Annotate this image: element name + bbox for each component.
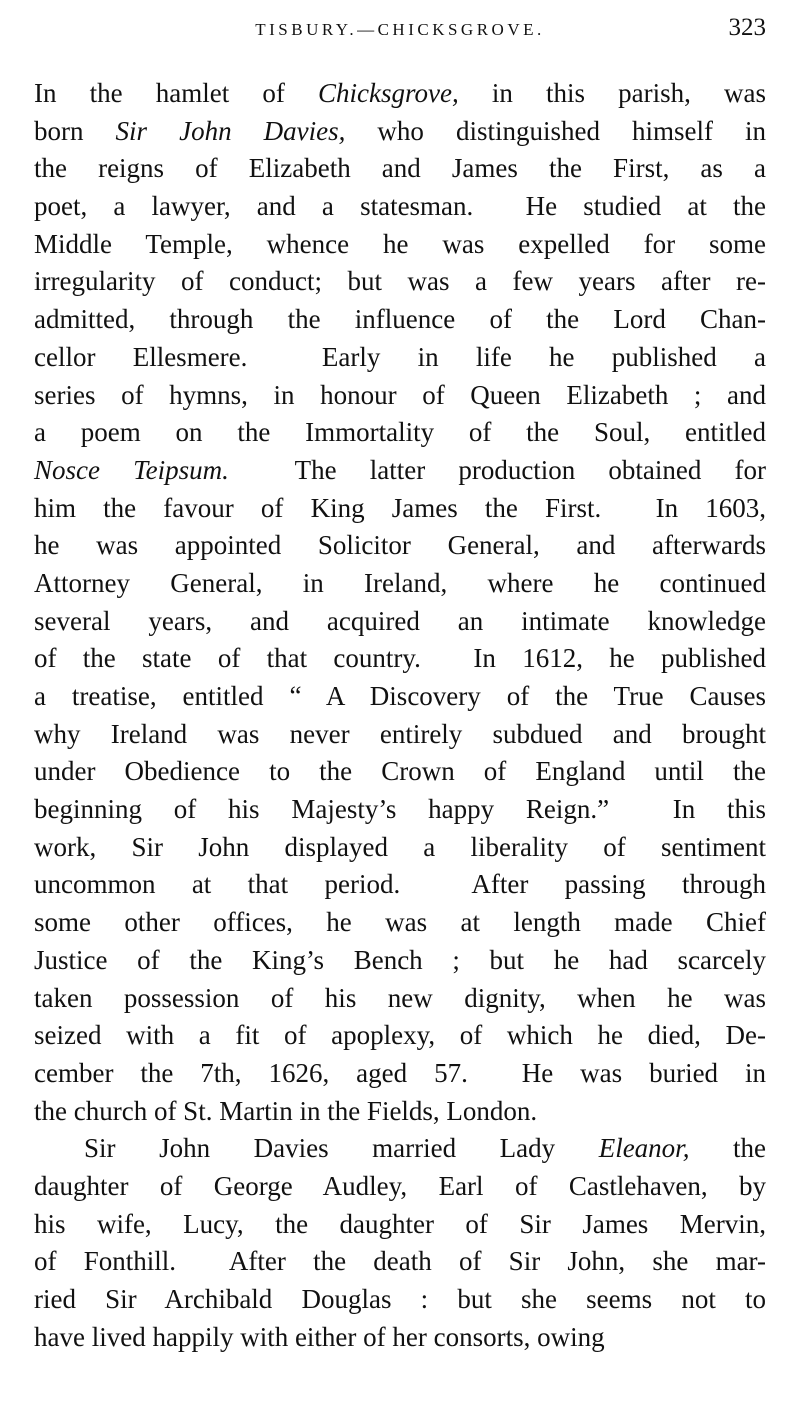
text-run: Middle Temple, whence he was expelled for some: [34, 228, 766, 259]
text-line: [34, 188, 766, 226]
text-line: [34, 716, 766, 754]
text-run: the reigns of Elizabeth and James the First, as a: [34, 153, 766, 184]
text-line: [34, 490, 766, 528]
text-run: of Fonthill. After the death of Sir John, she mar-: [34, 1246, 766, 1277]
text-run: series of hymns, in honour of Queen Elizabeth ; and: [34, 379, 766, 410]
text-line: [34, 1243, 766, 1281]
text-line: [34, 339, 766, 377]
text-run: of the state of that country. In 1612, he published: [34, 643, 766, 674]
text-run: him the favour of King James the First. In 1603,: [34, 492, 766, 523]
text-line: [34, 1093, 766, 1131]
text-line: [34, 263, 766, 301]
text-run: who distinguished himself in: [345, 115, 767, 146]
text-run: daughter of George Audley, Earl of Castlehaven, by: [34, 1170, 766, 1201]
text-line: [34, 1319, 766, 1357]
text-run: uncommon at that period. After passing through: [34, 869, 766, 900]
text-run: The latter production obtained for: [228, 454, 766, 485]
text-run: cellor Ellesmere. Early in life he published a: [34, 341, 766, 372]
text-run: taken possession of his new dignity, when he was: [34, 982, 766, 1013]
text-run: Sir John Davies married Lady: [84, 1133, 599, 1164]
text-run: he was appointed Solicitor General, and afterwards: [34, 530, 766, 561]
page-number: 323: [728, 14, 766, 41]
text-run: seized with a fit of apoplexy, of which he died, De-: [34, 1020, 766, 1051]
text-line: [34, 942, 766, 980]
text-line: [34, 301, 766, 339]
text-run: beginning of his Majesty’s happy Reign.” In this: [34, 794, 766, 825]
text-line: [34, 1130, 766, 1168]
text-line: [34, 603, 766, 641]
text-run: the: [689, 1133, 766, 1164]
text-run: born: [34, 115, 116, 146]
text-run: cember the 7th, 1626, aged 57. He was buried in: [34, 1057, 766, 1088]
text-line: [34, 113, 766, 151]
italic-text: Nosce Teipsum.: [34, 454, 229, 485]
text-run: work, Sir John displayed a liberality of sentiment: [34, 831, 766, 862]
text-line: [34, 1168, 766, 1206]
text-run: admitted, through the influence of the Lord Chan-: [34, 304, 766, 335]
italic-text: Chicksgrove,: [317, 78, 459, 108]
italic-text: Sir John Davies,: [115, 115, 346, 146]
text-run: Attorney General, in Ireland, where he continued: [34, 567, 766, 598]
text-run: under Obedience to the Crown of England until the: [34, 756, 766, 787]
text-line: [34, 904, 766, 942]
text-line: [34, 678, 766, 716]
body-text: [34, 75, 766, 1356]
text-run: In the hamlet of: [34, 78, 318, 108]
text-line: [34, 640, 766, 678]
text-run: why Ireland was never entirely subdued and brought: [34, 718, 766, 749]
text-line: [34, 226, 766, 264]
text-line: [34, 452, 766, 490]
text-run: the church of St. Martin in the Fields, London.: [34, 1095, 538, 1126]
text-line: [34, 565, 766, 603]
text-run: in this parish, was: [458, 78, 766, 108]
text-run: some other offices, he was at length made Chief: [34, 907, 766, 938]
text-line: [34, 1055, 766, 1093]
text-line: [34, 829, 766, 867]
running-title: TISBURY.—CHICKSGROVE.: [255, 20, 545, 39]
text-run: ried Sir Archibald Douglas : but she seems not to: [34, 1284, 766, 1314]
text-line: [34, 1206, 766, 1244]
italic-text: Eleanor,: [598, 1133, 690, 1164]
text-line: [34, 75, 766, 113]
text-line: [34, 527, 766, 565]
text-line: [34, 753, 766, 791]
page-header: [34, 14, 766, 50]
text-line: [34, 377, 766, 415]
text-line: [34, 1017, 766, 1055]
text-line: [34, 150, 766, 188]
text-run: a poem on the Immortality of the Soul, entitled: [34, 417, 766, 448]
text-run: poet, a lawyer, and a statesman. He studied at the: [34, 191, 766, 222]
text-run: Justice of the King’s Bench ; but he had scarcely: [34, 944, 766, 975]
text-run: have lived happily with either of her consorts, owing: [34, 1321, 605, 1352]
text-line: [34, 980, 766, 1018]
text-run: irregularity of conduct; but was a few years after re-: [34, 266, 766, 297]
text-run: several years, and acquired an intimate knowledge: [34, 605, 766, 636]
text-run: a treatise, entitled “ A Discovery of the True Causes: [34, 681, 766, 711]
paragraph: [34, 1130, 766, 1356]
text-line: [34, 791, 766, 829]
paragraph: [34, 75, 766, 1130]
text-line: [34, 414, 766, 452]
text-run: his wife, Lucy, the daughter of Sir James Mervin,: [34, 1208, 766, 1239]
text-line: [34, 1281, 766, 1319]
text-line: [34, 866, 766, 904]
